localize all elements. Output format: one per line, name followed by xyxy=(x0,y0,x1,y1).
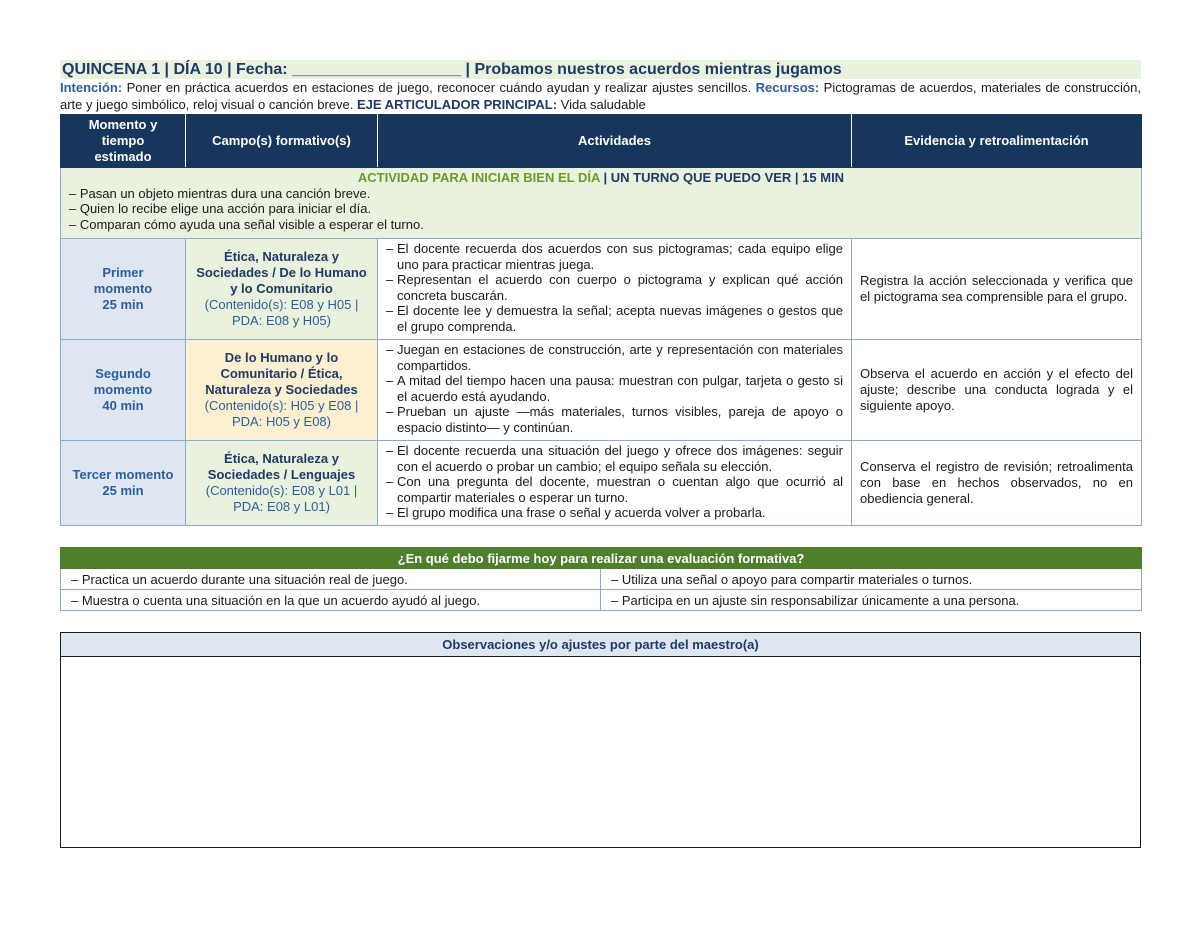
evaluation-table xyxy=(60,547,1142,611)
activities-cell xyxy=(378,239,852,340)
recursos-text: Pictogramas de acuerdos, materiales de construcción, arte y juego simbólico, reloj visual o canción breve. xyxy=(60,80,1141,112)
header-momento: Momento y tiempo estimado xyxy=(61,115,186,168)
lesson-plan-page xyxy=(60,60,1141,848)
list-item: – Prueban un ajuste —más materiales, turnos visibles, pareja de apoyo o espacio distinto— y continúan. xyxy=(386,404,843,435)
table-row xyxy=(61,239,1142,340)
table-row xyxy=(61,590,1142,611)
recursos-label: Recursos: xyxy=(755,80,820,95)
start-activity-title: ACTIVIDAD PARA INICIAR BIEN EL DÍA | UN TURNO QUE PUEDO VER | 15 MIN xyxy=(357,170,845,185)
page-title: QUINCENA 1 | DÍA 10 | Fecha: ___________________ | Probamos nuestros acuerdos mientras jugamos xyxy=(60,60,1141,79)
activities-table xyxy=(60,114,1142,526)
header-campo: Campo(s) formativo(s) xyxy=(186,115,378,168)
list-item: – Con una pregunta del docente, muestran o cuentan algo que ocurrió al compartir materiales o esperar un turno. xyxy=(386,474,843,505)
table-row xyxy=(61,441,1142,526)
evaluation-header-row xyxy=(61,548,1142,569)
evidence-cell: Registra la acción seleccionada y verifica que el pictograma sea comprensible para el grupo. xyxy=(852,239,1142,340)
moment-cell: Tercer momento 25 min xyxy=(61,441,186,526)
eje-label: EJE ARTICULADOR PRINCIPAL: xyxy=(356,96,558,112)
list-item: – Juegan en estaciones de construcción, arte y representación con materiales compartidos. xyxy=(386,342,843,373)
table-row xyxy=(61,340,1142,441)
list-item: – El docente lee y demuestra la señal; acepta nuevas imágenes o gestos que el grupo comprenda. xyxy=(386,303,843,334)
evidence-cell: Conserva el registro de revisión; retroalimenta con base en hechos observados, no en obediencia general. xyxy=(852,441,1142,526)
list-item: – El docente recuerda una situación del juego y ofrece dos imágenes: seguir con el acuerdo o probar un cambio; el equipo señala su elección. xyxy=(386,443,843,474)
list-item: – El docente recuerda dos acuerdos con sus pictogramas; cada equipo elige uno para practicar mientras juega. xyxy=(386,241,843,272)
activities-cell xyxy=(378,340,852,441)
campo-cell: Ética, Naturaleza y Sociedades / De lo Humano y lo Comunitario (Contenido(s): E08 y H05 | PDA: E08 y H05) xyxy=(186,239,378,340)
list-item: – A mitad del tiempo hacen una pausa: muestran con pulgar, tarjeta o gesto si el acuerdo está ayudando. xyxy=(386,373,843,404)
start-item: – Quien lo recibe elige una acción para iniciar el día. xyxy=(69,201,372,216)
start-activity-cell xyxy=(61,168,1142,239)
start-item: – Pasan un objeto mientras dura una canción breve. xyxy=(69,185,371,201)
evaluation-cell: – Muestra o cuenta una situación en la que un acuerdo ayudó al juego. xyxy=(61,590,601,611)
header-evidencia: Evidencia y retroalimentación xyxy=(852,115,1142,168)
evaluation-cell: – Practica un acuerdo durante una situación real de juego. xyxy=(61,569,601,590)
table-header-row xyxy=(61,115,1142,168)
table-row xyxy=(61,569,1142,590)
list-item: – Representan el acuerdo con cuerpo o pictograma y explican qué acción concreta buscarán. xyxy=(386,272,843,303)
header-actividades: Actividades xyxy=(378,115,852,168)
observations-area[interactable] xyxy=(61,657,1140,847)
campo-cell: Ética, Naturaleza y Sociedades / Lenguajes (Contenido(s): E08 y L01 | PDA: E08 y L01) xyxy=(186,441,378,526)
campo-cell: De lo Humano y lo Comunitario / Ética, Naturaleza y Sociedades (Contenido(s): H05 y E08 | PDA: H05 y E08) xyxy=(186,340,378,441)
activities-cell xyxy=(378,441,852,526)
start-item: – Comparan cómo ayuda una señal visible a esperar el turno. xyxy=(69,216,424,232)
evaluation-title: ¿En qué debo fijarme hoy para realizar una evaluación formativa? xyxy=(61,548,1142,569)
eje-text: Vida saludable xyxy=(557,96,646,112)
observations-title: Observaciones y/o ajustes por parte del maestro(a) xyxy=(61,633,1140,657)
intencion-text: Poner en práctica acuerdos en estaciones de juego, reconocer cuándo ayudan y realizar ajustes sencillos. xyxy=(122,80,756,95)
evaluation-cell: – Utiliza una señal o apoyo para compartir materiales o turnos. xyxy=(601,569,1142,590)
intencion-label: Intención: xyxy=(60,80,123,95)
moment-cell: Segundo momento 40 min xyxy=(61,340,186,441)
intro-paragraph xyxy=(60,80,1141,114)
observations-box xyxy=(60,632,1141,848)
moment-cell: Primer momento 25 min xyxy=(61,239,186,340)
evidence-cell: Observa el acuerdo en acción y el efecto del ajuste; describe una conducta lograda y el siguiente apoyo. xyxy=(852,340,1142,441)
list-item: – El grupo modifica una frase o señal y acuerda volver a probarla. xyxy=(386,505,766,520)
start-activity-row xyxy=(61,168,1142,239)
evaluation-cell: – Participa en un ajuste sin responsabilizar únicamente a una persona. xyxy=(601,590,1142,611)
